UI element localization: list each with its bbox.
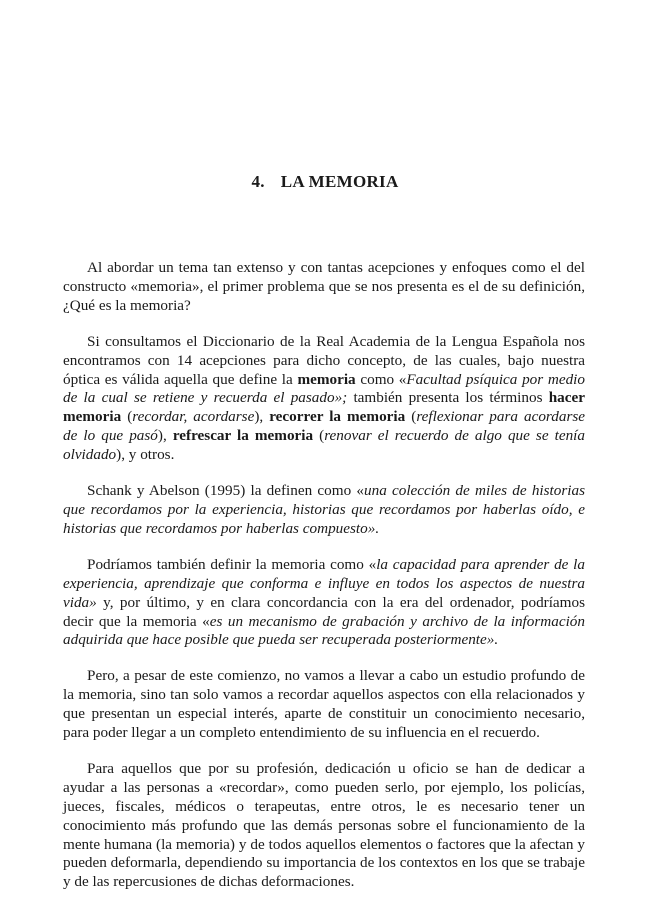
italic-definition: renovar el recuerdo de algo que se tenía olvidado [63,427,585,464]
paragraph-text: Podríamos también definir la memoria como « [87,555,377,573]
paragraph-text: ), [254,408,270,426]
paragraph-text: ), y otros. [116,446,175,464]
paragraph-text: Para aquellos que por su profesión, dedicación u oficio se han de dedicar a ayudar a las personas a «recordar», como pueden serlo, por ejemplo, los policías, jueces, fiscales, médicos o terapeutas, entre otros, le es necesario tener un conocimiento más profundo que las demás personas sobre el funcionamiento de la mente humana (la memoria) y de todos aquellos elementos o factores que la afectan y pueden deformarla, dependiendo su importancia de los contextos en los que se trabaje y de las repercusiones de dichas deformaciones. [63,759,585,891]
paragraph-text: Pero, a pesar de este comienzo, no vamos a llevar a cabo un estudio profundo de la memoria, sino tan solo vamos a recordar aquellos aspectos con ella relacionados y que presentan un especial interés, aparte de constituir un conocimiento necesario, para poder llegar a un completo entendimiento de su influencia en el recuerdo. [63,667,585,742]
paragraph-text: ( [405,408,417,426]
bold-term: refrescar la memoria [172,427,314,445]
italic-quote: es un mecanismo de grabación y archivo de la información adquirida que hace posible que pueda ser recuperada posteriormente». [63,612,585,649]
italic-quote: la capacidad para aprender de la experiencia, aprendizaje que conforma e influye en todos los aspectos de nuestra vida» [63,555,585,611]
paragraph-text: y, por último, y en clara concordancia con la era del ordenador, podríamos decir que la memoria « [63,593,585,630]
chapter-number: 4. [251,172,265,192]
paragraph-text: ( [313,427,325,445]
bold-term: memoria [297,370,356,388]
chapter-heading [0,172,650,192]
paragraph-4 [63,556,585,651]
italic-definition: recordar, acordarse [132,408,255,426]
italic-definition: Facultad psíquica por medio de la cual se retiene y recuerda el pasado»; [63,370,585,407]
chapter-title: LA MEMORIA [280,172,399,192]
paragraph-text: Schank y Abelson (1995) la definen como « [87,482,364,500]
paragraph-2 [63,333,585,465]
paragraph-text: ), [157,427,173,445]
paragraph-5 [63,667,585,743]
bold-term: hacer memoria [63,389,585,426]
paragraph-text: ( [121,408,133,426]
bold-term: recorrer la memoria [269,408,406,426]
italic-quote: una colección de miles de historias que recordamos por la experiencia, historias que recordamos por haberlas oído, e historias que recordamos por haberlas compuesto». [63,482,585,537]
italic-definition: reflexionar para acordarse de lo que pasó [63,408,586,445]
paragraph-6 [63,760,585,892]
paragraph-1 [63,259,585,316]
paragraph-text: Al abordar un tema tan extenso y con tantas acepciones y enfoques como el del constructo «memoria», el primer problema que se nos presenta es el de su definición, ¿Qué es la memoria? [63,259,585,314]
body-text [63,259,585,892]
paragraph-text: también presenta los términos [347,389,549,407]
paragraph-text: Si consultamos el Diccionario de la Real Academia de la Lengua Española nos encontramos con 14 acepciones para dicho concepto, de las cuales, bajo nuestra óptica es válida aquella que define la [63,332,585,388]
paragraph-text: como « [355,370,407,388]
paragraph-3 [63,482,585,539]
